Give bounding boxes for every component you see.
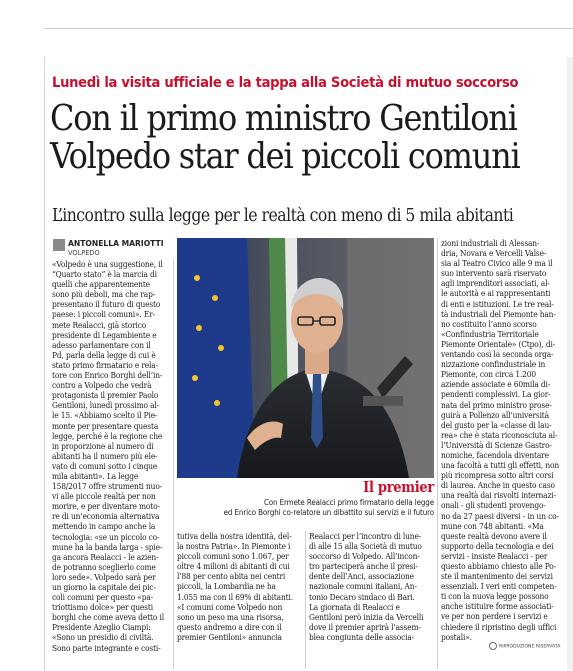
kicker: Lunedì la visita ufficiale e la tappa alla Società di mutuo soccorso xyxy=(52,74,519,91)
article-column-2 xyxy=(177,531,301,642)
copyright-text: RIPRODUZIONE RISERVATA xyxy=(499,644,561,650)
byline-marker xyxy=(53,239,65,251)
column-divider xyxy=(437,238,438,669)
headline xyxy=(50,100,570,176)
premier-photo-illustration xyxy=(177,238,434,478)
byline-place: VOLPEDO xyxy=(68,249,100,257)
top-rule xyxy=(44,28,573,29)
copyright-footer xyxy=(489,642,560,650)
column-1-text: «Volpedo è una suggestione, il “Quarto stato” è la marcia di quelli che apparentemente sono più deboli, ma che rap- presentano il futuro di questo paese: i piccoli comuni». Er- mete Realacci, già storico presidente di Legambiente e adesso parlamentare con il Pd, parla della legge di cui è stato primo firmatario e rela- tore con Enrico Borghi dell’in- contro a Volpedo che vedrà protagonista il premier Paolo Gentiloni, lunedì prossimo al- le 15. «Abbiamo scelto il Pie- monte per presentare questa legge, perché è la regione che in proporzione al numero di abitanti ha il numero più ele- vato di comuni sotto i cinque mila abitanti». La legge 158/2017 offre strumenti nuo- vi alle piccole realtà per non morire, e per diventare moto- re di un’economia alternativa mettendo in campo anche la tecnologia: «se un piccolo co- mune ha la banda larga - spie- ga ancora Realacci - le azien- de potranno sceglierlo come loro sede». Volpedo sarà per un giorno la capitale dei pic- coli comuni per questo «pa- triottismo dolce» per questi borghi che come aveva detto il Presidente Azeglio Ciampi: «Sono un presidio di civiltà. Sono parte integrante e costi- xyxy=(52,259,164,653)
byline-author: ANTONELLA MARIOTTI xyxy=(68,239,164,248)
column-2-text: tutiva della nostra identità, del- la nostra Patria». In Piemonte i piccoli comuni sono 1.067, per oltre 4 milioni di abitanti di cui l’88 per cento abita nei centri piccoli, la Lombardia ne ha 1.055 ma con il 69% di abitanti. «I comuni come Volpedo non sono un peso ma una risorsa, questo andremo a dire con il premier Gentiloni» annuncia xyxy=(177,531,293,642)
column-4-text: zioni industriali di Alessan- dria, Novara e Vercelli Valse- sia al Teatro Civico alle 9 ma il suo intervento sarà riservato agli imprenditori associati, al- le autorità e ai rappresentanti di enti e istituzioni. Le tre real- tà industriali del Piemonte han- no costituito l’anno scorso «Confindustria Territoriale Piemonte Orientale» (Ctpo), di- ventando così la seconda orga- nizzazione confindustriale in Piemonte, con circa 1.200 aziende associate e 60mila di- pendenti complessivi. La gior- nata del primo ministro prose- guirà a Pollenzo all’università del gusto per la «classe di lau- rea» che è stata riconosciuta al- l’Università di Scienze Gastro- nomiche, facendola diventare una facoltà a tutti gli effetti, non più ricompresa sotto altri corsi di laurea. Anche in questo caso una realtà dai risvolti internazi- onali - gli studenti provengo- no da 27 paesi diversi - in un co- mune con 748 abitanti. «Ma queste realtà devono avere il supporto della tecnologia e dei servizi - insiste Realacci - per questo abbiamo chiesto alle Po- ste il mantenimento dei servizi essenziali. I veri enti competen- ti con la nuova legge possono anche istituire forme associati- ve per non perdere i servizi e chiedere il ripristino degli uffici postali». xyxy=(441,238,560,642)
premier-photo xyxy=(177,238,434,478)
photo-caption-title: Il premier xyxy=(363,479,434,496)
subheadline: L’incontro sulla legge per le realtà con meno di 5 mila abitanti xyxy=(52,206,514,226)
article-column-3 xyxy=(309,531,434,642)
column-divider xyxy=(173,259,174,669)
headline-line-2: Volpedo star dei piccoli comuni xyxy=(50,136,520,177)
copyright-icon xyxy=(489,642,497,650)
column-3-text: Realacci per l’incontro di lune- dì alle 15 alla Società di mutuo soccorso di Volpedo. All’incon- tro parteciperà anche il presi- dente dell’Anci, associazione nazionale comuni italiani, An- tonio Decaro sindaco di Bari. La giornata di Realacci e Gentiloni però inizia da Vercelli dove il premier aprirà l’assem- blea congiunta delle associa- xyxy=(309,531,424,642)
article-column-1 xyxy=(52,259,170,653)
column-divider xyxy=(305,531,306,669)
article-column-4 xyxy=(441,238,563,642)
headline-line-1: Con il primo ministro Gentiloni xyxy=(50,98,517,139)
photo-caption-text: Con Ermete Realacci primo firmatario della legge ed Enrico Borghi co-relatore un dibattito sui servizi e il futuro xyxy=(223,498,434,517)
